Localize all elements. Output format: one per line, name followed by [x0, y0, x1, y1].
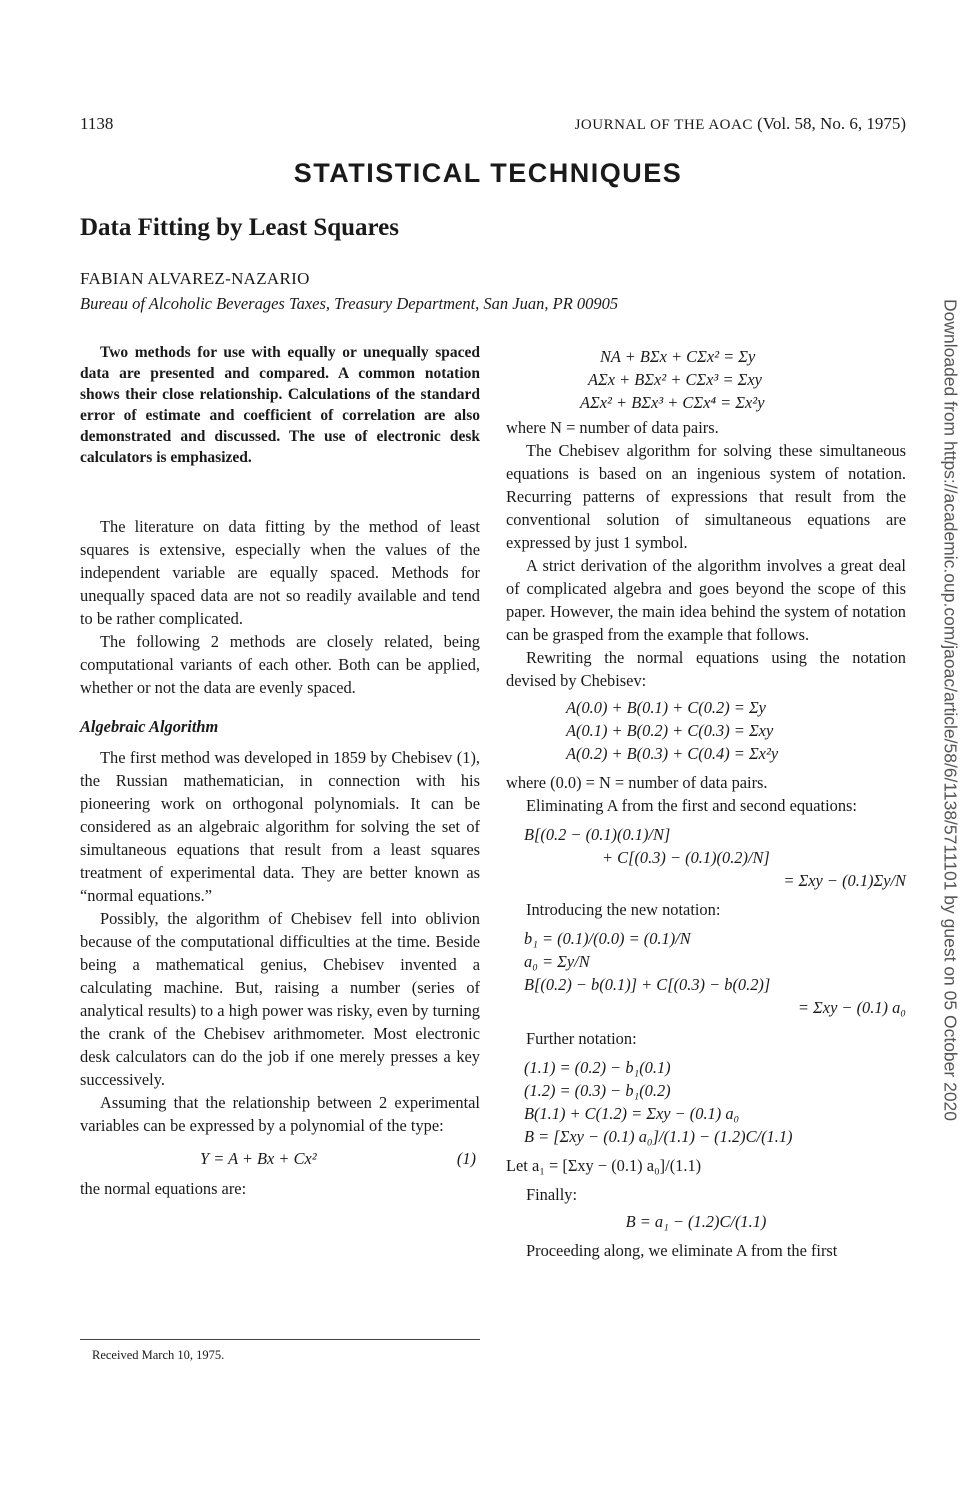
equation-line: B(1.1) + C(1.2) = Σxy − (0.1) a₀ — [524, 1104, 740, 1123]
paragraph: The following 2 methods are closely related, being computational variants of each other. Both can be applied, whether or not the data are evenly spaced. — [80, 632, 480, 697]
equation-line: AΣx² + BΣx³ + CΣx⁴ = Σx²y — [580, 393, 765, 412]
equation-line: B[(0.2) − b(0.1)] + C[(0.3) − b(0.2)] — [524, 975, 771, 994]
paragraph: Rewriting the normal equations using the notation devised by Chebisev: — [506, 648, 906, 690]
further-notation-equations — [506, 1056, 906, 1148]
equation-line: A(0.1) + B(0.2) + C(0.3) = Σxy — [566, 721, 774, 740]
abstract: Two methods for use with equally or unequally spaced data are presented and compared. A common notation shows their close relationship. Calculations of the standard error of estimate and coefficient of correlation are also demonstrated and discussed. The use of electronic desk calculators is emphasized. — [80, 344, 480, 466]
equation-line: AΣx + BΣx² + CΣx³ = Σxy — [588, 370, 762, 389]
equation-line: B[(0.2 − (0.1)(0.1)/N] — [524, 825, 671, 844]
paragraph: where (0.0) = N = number of data pairs. — [506, 773, 768, 792]
author: FABIAN ALVAREZ-NAZARIO — [80, 269, 310, 288]
equation-1 — [80, 1143, 480, 1177]
running-header — [575, 112, 906, 137]
paragraph: The Chebisev algorithm for solving these simultaneous equations is based on an ingenious system of notation. Recurring patterns of expressions that result from the conventional solution of simultaneous equations are expressed by just 1 symbol. — [506, 441, 906, 552]
download-watermark — [920, 270, 976, 1150]
paragraph: Further notation: — [526, 1029, 637, 1048]
equation-line: + C[(0.3) − (0.1)(0.2)/N] — [602, 848, 770, 867]
paragraph: the normal equations are: — [80, 1179, 247, 1198]
paragraph: A strict derivation of the algorithm involves a great deal of complicated algebra and goes beyond the scope of this paper. However, the main idea behind the system of notation can be grasped from the example that follows. — [506, 556, 906, 644]
download-note: Downloaded from https://academic.oup.com/jaoac/article/58/6/1138/5711101 by guest on 05 October 2020 — [940, 298, 961, 1122]
final-equation: B = a₁ − (1.2)C/(1.1) — [625, 1212, 767, 1231]
paragraph: Proceeding along, we eliminate A from the first — [526, 1241, 838, 1260]
equation-line: a₀ = Σy/N — [524, 952, 590, 971]
equation-line: A(0.0) + B(0.1) + C(0.2) = Σy — [566, 698, 766, 717]
paragraph: Finally: — [526, 1185, 577, 1204]
article-title: Data Fitting by Least Squares — [80, 214, 400, 241]
paragraph: The literature on data fitting by the method of least squares is extensive, especially when the values of the independent variable are equally spaced. Methods for unequally spaced data are not so readily available and tend to be rather complicated. — [80, 517, 480, 628]
paragraph: Eliminating A from the first and second equations: — [526, 796, 857, 815]
equation-line: (1.1) = (0.2) − b₁(0.1) — [524, 1058, 671, 1077]
equation-line: NA + BΣx + CΣx² = Σy — [600, 347, 756, 366]
paragraph: The first method was developed in 1859 by Chebisev (1), the Russian mathematician, in connection with his pioneering work on orthogonal polynomials. It can be considered as an algebraic algorithm for solving the set of simultaneous equations that result from a least squares treatment of experimental data. They are better known as “normal equations.” — [80, 748, 480, 905]
let-equation: Let a₁ = [Σxy − (0.1) a₀]/(1.1) — [506, 1156, 702, 1175]
equation-line: A(0.2) + B(0.3) + C(0.4) = Σx²y — [566, 744, 779, 763]
equation-line: B = [Σxy − (0.1) a₀]/(1.1) − (1.2)C/(1.1) — [524, 1127, 793, 1146]
chebisev-equations — [506, 696, 906, 765]
left-column — [80, 515, 480, 1200]
footnote: Received March 10, 1975. — [92, 1348, 225, 1362]
elimination-equations — [506, 823, 906, 892]
subheading-algebraic-algorithm: Algebraic Algorithm — [80, 717, 219, 736]
equation-line: = Σxy − (0.1)Σy/N — [783, 871, 906, 890]
footnote-rule — [80, 1339, 480, 1340]
equation-number: (1) — [456, 1149, 476, 1168]
equation-1-body: Y = A + Bx + Cx² — [200, 1149, 317, 1168]
paragraph: where N = number of data pairs. — [506, 418, 719, 437]
affiliation: Bureau of Alcoholic Beverages Taxes, Treasury Department, San Juan, PR 00905 — [80, 294, 619, 313]
normal-equations — [506, 345, 906, 414]
equation-line: (1.2) = (0.3) − b₁(0.2) — [524, 1081, 671, 1100]
page-number: 1138 — [80, 114, 114, 133]
paragraph: Introducing the new notation: — [526, 900, 721, 919]
notation-equations — [506, 927, 906, 1019]
paragraph: Assuming that the relationship between 2 experimental variables can be expressed by a polynomial of the type: — [80, 1093, 480, 1135]
equation-line: = Σxy − (0.1) a₀ — [797, 998, 906, 1017]
section-title: STATISTICAL TECHNIQUES — [293, 158, 683, 188]
right-column — [506, 345, 906, 1262]
paragraph: Possibly, the algorithm of Chebisev fell into oblivion because of the computational difficulties at the time. Beside being a mathematical genius, Chebisev invented a calculating machine. But, raising a number (series of analytical results) to a high power was risky, even by turning the crank of the Chebisev arithmometer. Most electronic desk calculators can do the job if one merely presses a key successively. — [80, 909, 480, 1089]
journal-name: JOURNAL OF THE AOAC — [574, 117, 753, 133]
volume-info: (Vol. 58, No. 6, 1975) — [757, 114, 906, 133]
equation-line: b₁ = (0.1)/(0.0) = (0.1)/N — [524, 929, 691, 948]
